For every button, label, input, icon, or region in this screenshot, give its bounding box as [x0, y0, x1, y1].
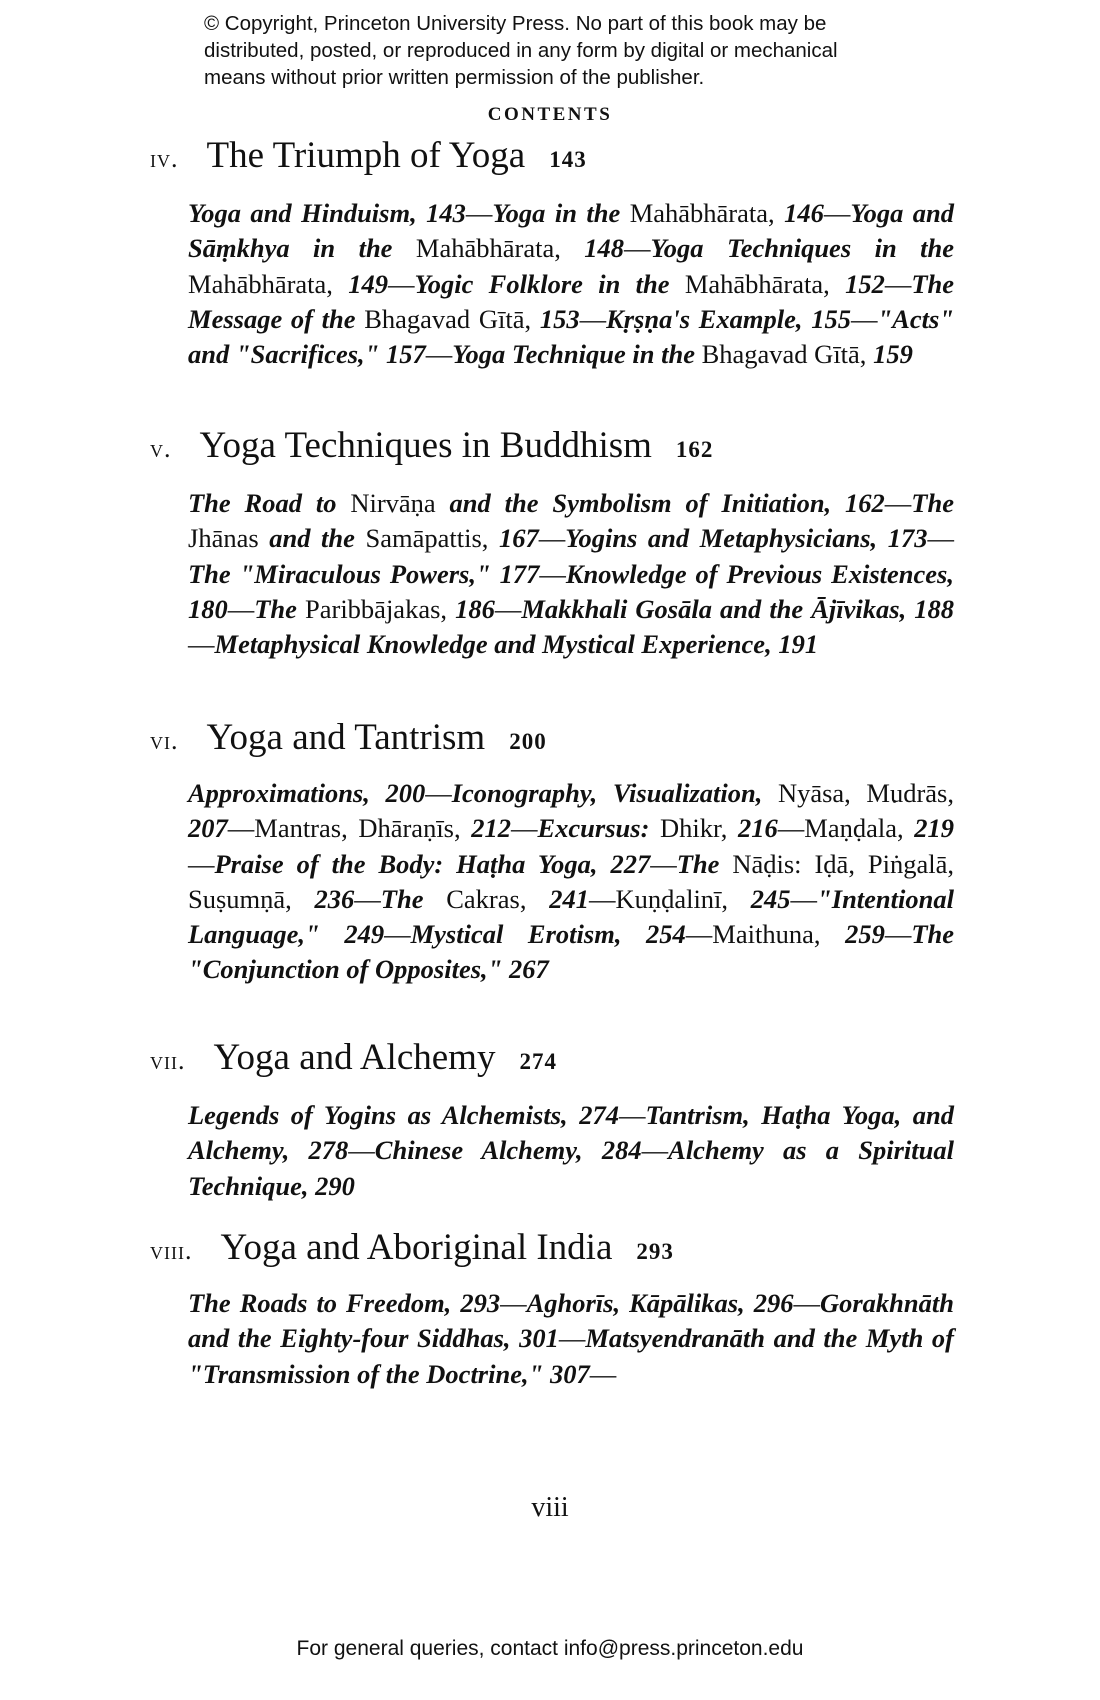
entry-separator: —	[388, 268, 415, 299]
entry-page: 227	[610, 848, 651, 879]
entry-italic: The Road to	[188, 488, 351, 518]
entry-page: 290	[315, 1170, 355, 1201]
toc-entry	[415, 269, 912, 299]
toc-entry	[215, 629, 819, 659]
entry-separator: —	[354, 883, 381, 914]
chapter-entries	[188, 1286, 954, 1392]
entry-roman: Paribbājakas,	[305, 593, 456, 624]
entry-separator: —	[793, 1288, 820, 1318]
chapter-title: Yoga Techniques in Buddhism	[199, 425, 652, 466]
entry-italic: Kṛṣṇa's Example,	[606, 303, 812, 334]
chapter-entries	[188, 196, 954, 372]
toc-entry	[188, 488, 911, 518]
chapter-title: The Triumph of Yoga	[206, 135, 526, 176]
entry-page: 267	[508, 954, 549, 985]
entry-roman: Mahābhārata,	[629, 198, 785, 228]
entry-roman: Mantras, Dhāraṇīs,	[254, 813, 472, 844]
chapter-number: viii.	[150, 1236, 193, 1265]
chapter-page: 143	[549, 147, 587, 172]
entry-italic: and the Symbolism of Initiation,	[449, 488, 846, 518]
entry-italic: "Intentional Language,"	[188, 883, 954, 950]
entry-separator: —	[777, 813, 805, 844]
entry-separator: —	[510, 813, 538, 844]
toc-entry	[215, 849, 677, 879]
entry-roman: Mahābhārata,	[415, 233, 585, 264]
entry-page: 180	[188, 593, 228, 624]
chapter-title: Yoga and Alchemy	[213, 1037, 496, 1078]
entry-separator: —	[685, 919, 713, 950]
entry-separator: —	[188, 629, 215, 660]
entry-page: 177	[499, 558, 540, 589]
entry-italic: and the	[269, 523, 366, 554]
entry-page: 274	[579, 1100, 619, 1130]
entry-italic: Yoga and Hinduism,	[188, 198, 427, 228]
entry-separator: —	[589, 1358, 617, 1389]
entry-roman: Maṇḍala,	[804, 813, 915, 844]
toc-entry	[381, 884, 616, 914]
entry-page: 155	[811, 303, 851, 334]
entry-italic: Gorakhnāth and the Eighty-four Siddhas,	[188, 1288, 954, 1354]
entry-italic: The "Conjunction of Opposites,"	[188, 919, 955, 985]
footer-contact: For general queries, contact info@press.princeton.edu	[296, 1637, 804, 1660]
toc-entry	[188, 1100, 645, 1130]
entry-page: 249	[344, 919, 385, 950]
entry-page: 153	[539, 303, 580, 334]
toc-entry	[492, 198, 850, 228]
entry-page: 188	[914, 593, 954, 624]
entry-page: 173	[887, 523, 928, 554]
entry-italic: Yoga and Sāṃkhya in the	[188, 198, 955, 264]
entry-separator: —	[884, 268, 912, 299]
chapter-page: 162	[675, 437, 714, 462]
chapter-page: 200	[509, 729, 547, 754]
entry-italic: Iconography, Visualization,	[451, 778, 778, 808]
entry-page: 284	[601, 1135, 642, 1166]
copyright-line: © Copyright, Princeton University Press. No part of this book may be	[204, 12, 827, 35]
entry-separator: —	[465, 198, 493, 228]
copyright-notice	[204, 10, 964, 91]
entry-italic: Matsyendranāth and the Myth of "Transmission of the Doctrine,"	[188, 1323, 954, 1389]
toc-entry	[254, 813, 537, 843]
entry-separator: —	[227, 813, 255, 844]
entry-separator: —	[641, 1135, 669, 1166]
entry-page: 159	[873, 339, 913, 370]
entry-page: 216	[738, 813, 778, 844]
entry-italic: Makkhali Gosāla and the Ājīvikas,	[521, 593, 915, 624]
entry-roman: Jhānas	[188, 523, 270, 554]
entry-page: 254	[646, 919, 686, 950]
entry-page: 143	[426, 198, 466, 228]
entry-italic: Mystical Erotism,	[410, 919, 647, 950]
copyright-line: means without prior written permission of the publisher.	[204, 66, 705, 89]
running-head: CONTENTS	[487, 104, 613, 125]
chapter-heading	[150, 424, 713, 467]
entry-italic: Praise of the Body: Haṭha Yoga,	[214, 848, 611, 879]
entry-page: 296	[753, 1288, 794, 1318]
entry-italic: Metaphysical Knowledge and Mystical Experience,	[214, 629, 779, 660]
toc-entry	[527, 1288, 820, 1318]
entry-page: 162	[845, 488, 885, 518]
entry-separator: —	[823, 198, 851, 228]
entry-page: 148	[584, 233, 625, 264]
chapter-number: vii.	[150, 1046, 186, 1075]
chapter-heading	[150, 1226, 674, 1269]
entry-page: 146	[784, 198, 824, 228]
entry-italic: The	[380, 883, 447, 914]
entry-italic: Knowledge of Previous Existences,	[565, 558, 954, 589]
chapter-heading	[150, 716, 547, 759]
entry-italic: The	[911, 488, 954, 518]
entry-italic: The	[676, 848, 733, 879]
entry-page: 186	[455, 593, 495, 624]
chapter-page: 274	[519, 1049, 557, 1074]
entry-roman: Bhagavad Gītā,	[701, 339, 874, 370]
entry-italic: Alchemy as a Spiritual Technique,	[188, 1135, 954, 1201]
entry-italic: Approximations,	[188, 778, 386, 808]
toc-entry	[452, 339, 913, 369]
entry-separator: —	[624, 233, 651, 264]
entry-separator: —	[884, 488, 912, 518]
entry-page: 149	[348, 268, 388, 299]
toc-entry	[565, 523, 954, 553]
entry-separator: —	[227, 593, 255, 624]
entry-separator: —	[425, 778, 452, 808]
entry-roman: Kuṇḍalinī,	[615, 883, 751, 914]
entry-italic: The	[254, 593, 305, 624]
chapter-page: 293	[636, 1239, 674, 1264]
entry-separator: —	[558, 1323, 586, 1354]
toc-entry	[188, 198, 492, 228]
entry-page: 207	[188, 813, 228, 844]
toc-entry	[606, 304, 877, 334]
entry-page: 259	[845, 919, 885, 950]
toc-entry	[537, 813, 804, 843]
entry-page: 236	[314, 883, 355, 914]
chapter-entries	[188, 486, 954, 662]
entry-roman: Cakras,	[446, 883, 550, 914]
entry-italic: Yoga Technique in the	[452, 339, 702, 370]
toc-entry	[254, 594, 521, 624]
entry-roman: Samāpattis,	[365, 523, 499, 554]
entry-roman: Nyāsa, Mudrās,	[777, 778, 954, 808]
entry-page: 167	[498, 523, 539, 554]
entry-page: 152	[845, 268, 885, 299]
entry-roman: Nāḍis: Iḍā, Piṅgalā, Suṣumṇā,	[188, 848, 955, 914]
entry-page: 307	[549, 1358, 590, 1389]
entry-separator: —	[425, 339, 453, 370]
entry-separator: —	[579, 303, 607, 334]
entry-page: 293	[460, 1288, 501, 1318]
toc-entry	[375, 1135, 668, 1165]
chapter-entries	[188, 776, 954, 988]
entry-separator: —	[884, 919, 912, 950]
entry-italic: Excursus:	[537, 813, 661, 844]
entry-separator: —	[348, 1135, 375, 1166]
entry-page: 219	[914, 813, 954, 844]
entry-italic: Yogic Folklore in the	[414, 268, 685, 299]
chapter-title: Yoga and Aboriginal India	[220, 1227, 613, 1268]
entry-page: 212	[471, 813, 511, 844]
chapter-heading	[150, 134, 587, 177]
copyright-line: distributed, posted, or reproduced in any form by digital or mechanical	[204, 39, 838, 62]
entry-roman: Maithuna,	[712, 919, 846, 950]
chapter-number: v.	[150, 434, 172, 463]
entry-separator: —	[494, 593, 522, 624]
entry-page: 301	[519, 1323, 559, 1354]
chapter-entries	[188, 1098, 954, 1204]
entry-separator: —	[538, 523, 566, 554]
entry-separator: —	[588, 883, 616, 914]
toc-entry	[411, 919, 713, 949]
entry-separator: —	[188, 848, 215, 879]
entry-separator: —	[384, 919, 411, 950]
entry-page: 200	[385, 778, 426, 808]
entry-italic: Yogins and Metaphysicians,	[565, 523, 888, 554]
chapter-heading	[150, 1036, 557, 1079]
toc-entry	[615, 884, 817, 914]
entry-page: 241	[549, 883, 589, 914]
toc-entry	[188, 1288, 527, 1318]
entry-page: 278	[308, 1135, 349, 1166]
entry-italic: Yoga in the	[492, 198, 630, 228]
entry-italic: The "Miraculous Powers,"	[188, 558, 500, 589]
entry-roman: Nirvāṇa	[350, 488, 450, 518]
entry-separator: —	[539, 558, 566, 589]
entry-italic: Aghorīs, Kāpālikas,	[526, 1288, 754, 1318]
entry-italic: Yoga Techniques in the	[650, 233, 954, 264]
entry-page: 191	[778, 629, 819, 660]
entry-roman: Mahābhārata,	[684, 268, 846, 299]
entry-roman: Mahābhārata,	[188, 268, 349, 299]
entry-separator: —	[618, 1100, 646, 1130]
entry-separator: —	[500, 1288, 527, 1318]
entry-roman: Dhikr,	[660, 813, 739, 844]
entry-italic: The Roads to Freedom,	[188, 1288, 461, 1318]
entry-page: 245	[750, 883, 791, 914]
entry-roman: Bhagavad Gītā,	[364, 303, 540, 334]
entry-separator: —	[650, 848, 677, 879]
entry-italic: Tantrism, Haṭha Yoga, and Alchemy,	[188, 1100, 954, 1166]
entry-italic: "Acts" and "Sacrifices,"	[188, 303, 954, 370]
toc-entry	[188, 559, 566, 589]
chapter-number: vi.	[150, 726, 179, 755]
entry-separator: —	[850, 303, 878, 334]
entry-italic: The Message of the	[188, 268, 954, 334]
entry-separator: —	[927, 523, 954, 554]
toc-entry	[712, 919, 911, 949]
entry-page: 157	[386, 339, 426, 370]
toc-entry	[188, 778, 452, 808]
page-folio: viii	[531, 1492, 569, 1523]
entry-italic: Chinese Alchemy,	[374, 1135, 602, 1166]
entry-italic: Legends of Yogins as Alchemists,	[188, 1100, 580, 1130]
entry-separator: —	[790, 883, 818, 914]
chapter-title: Yoga and Tantrism	[206, 717, 486, 758]
chapter-number: iv.	[150, 144, 179, 173]
